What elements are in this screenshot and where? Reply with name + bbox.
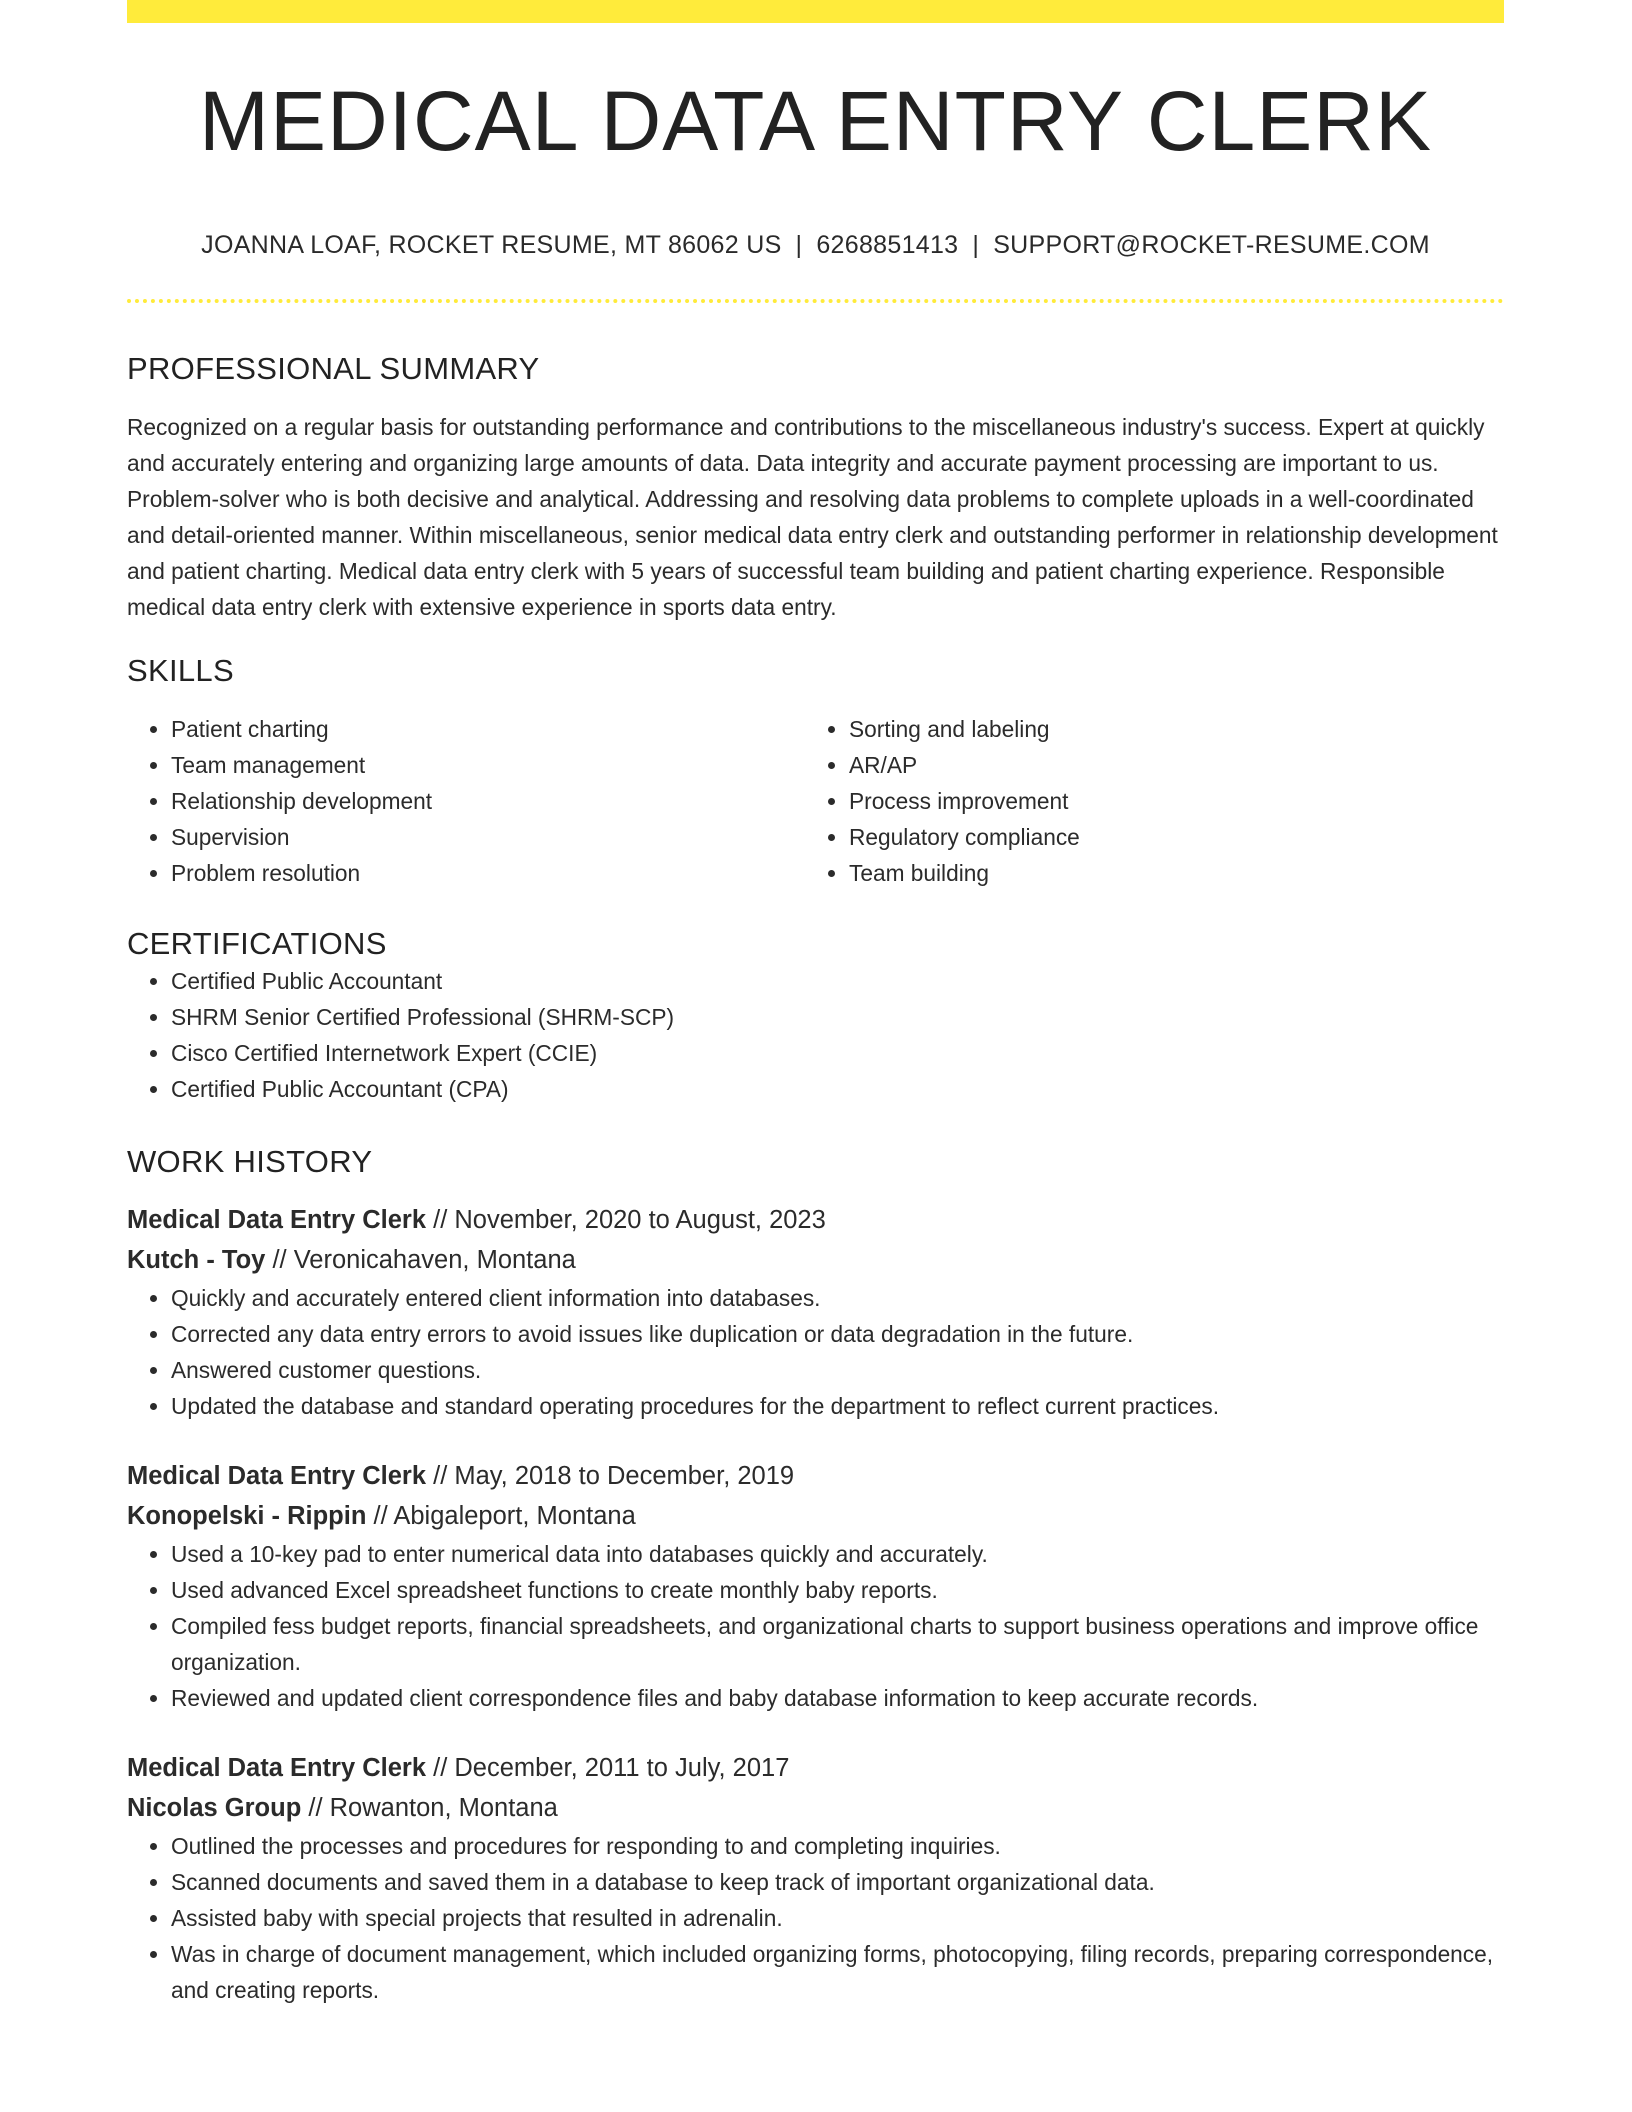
job-bullet: • Quickly and accurately entered client information into databases. xyxy=(171,1280,1504,1316)
job-bullet: • Corrected any data entry errors to avoid issues like duplication or data degradation in the future. xyxy=(171,1316,1504,1352)
accent-top-bar xyxy=(127,0,1504,23)
skills-list-right xyxy=(805,711,1504,891)
job-title: Medical Data Entry Clerk xyxy=(127,1461,427,1490)
skill-item: • Regulatory compliance xyxy=(849,819,1504,855)
certifications-heading: CERTIFICATIONS xyxy=(127,926,387,962)
contact-separator: | xyxy=(795,231,803,259)
certification-item: • Certified Public Accountant (CPA) xyxy=(171,1071,1504,1107)
job-bullet: • Reviewed and updated client correspondence files and baby database information to keep accurate records. xyxy=(171,1680,1504,1716)
certification-item: • SHRM Senior Certified Professional (SHRM-SCP) xyxy=(171,999,1504,1035)
job-company-line xyxy=(127,1788,1504,1828)
job-location: // Rowanton, Montana xyxy=(301,1793,558,1822)
summary-heading: PROFESSIONAL SUMMARY xyxy=(127,351,540,386)
job-company: Nicolas Group xyxy=(127,1793,302,1822)
job-bullet: • Used a 10-key pad to enter numerical data into databases quickly and accurately. xyxy=(171,1536,1504,1572)
contact-separator: | xyxy=(972,231,980,259)
contact-line xyxy=(127,231,1504,260)
skill-item: • AR/AP xyxy=(849,747,1504,783)
job-bullet: • Compiled fess budget reports, financial spreadsheets, and organizational charts to support business operations and improve office organization. xyxy=(171,1608,1504,1680)
job-company-line xyxy=(127,1240,1504,1280)
job-bullet: • Outlined the processes and procedures for responding to and completing inquiries. xyxy=(171,1828,1504,1864)
job-entry xyxy=(127,1200,1504,1424)
job-bullet: • Assisted baby with special projects that resulted in adrenalin. xyxy=(171,1900,1504,1936)
job-bullet: • Used advanced Excel spreadsheet functions to create monthly baby reports. xyxy=(171,1572,1504,1608)
contact-phone: 6268851413 xyxy=(816,231,959,259)
job-bullets xyxy=(127,1536,1504,1716)
dotted-divider xyxy=(127,299,1504,303)
skill-item: • Supervision xyxy=(171,819,805,855)
certification-item: • Cisco Certified Internetwork Expert (CCIE) xyxy=(171,1035,1504,1071)
skill-item: • Relationship development xyxy=(171,783,805,819)
job-location: // Abigaleport, Montana xyxy=(366,1501,636,1530)
summary-text: Recognized on a regular basis for outstanding performance and contributions to the miscellaneous industry's success. Expert at quickly and accurately entering and organizing large amounts of data. Data integrity and accurate payment processing are important to us. Problem-solver who is both decisive and analytical. Addressing and resolving data problems to complete uploads in a well-coordinated and detail-oriented manner. Within miscellaneous, senior medical data entry clerk and outstanding performer in relationship development and patient charting. Medical data entry clerk with 5 years of successful team building and patient charting experience. Responsible medical data entry clerk with extensive experience in sports data entry. xyxy=(127,414,1498,621)
skills-heading: SKILLS xyxy=(127,653,234,689)
job-entry xyxy=(127,1456,1504,1716)
job-company: Kutch - Toy xyxy=(127,1245,266,1274)
job-bullets xyxy=(127,1828,1504,2008)
job-bullet: • Scanned documents and saved them in a database to keep track of important organizational data. xyxy=(171,1864,1504,1900)
job-dates: // May, 2018 to December, 2019 xyxy=(426,1461,795,1490)
job-dates: // December, 2011 to July, 2017 xyxy=(426,1753,790,1782)
job-company: Konopelski - Rippin xyxy=(127,1501,367,1530)
job-dates: // November, 2020 to August, 2023 xyxy=(426,1205,826,1234)
job-entry xyxy=(127,1748,1504,2008)
job-title-line xyxy=(127,1456,1504,1496)
resume-title: MEDICAL DATA ENTRY CLERK xyxy=(199,74,1432,168)
contact-address: JOANNA LOAF, ROCKET RESUME, MT 86062 US xyxy=(201,231,782,259)
skill-item: • Sorting and labeling xyxy=(849,711,1504,747)
job-bullet: • Was in charge of document management, which included organizing forms, photocopying, filing records, preparing correspondence, and creating reports. xyxy=(171,1936,1504,2008)
job-title-line xyxy=(127,1200,1504,1240)
skill-item: • Patient charting xyxy=(171,711,805,747)
job-title: Medical Data Entry Clerk xyxy=(127,1753,427,1782)
skill-item: • Team management xyxy=(171,747,805,783)
skills-grid xyxy=(127,711,1504,891)
job-title: Medical Data Entry Clerk xyxy=(127,1205,427,1234)
job-title-line xyxy=(127,1748,1504,1788)
certifications-list xyxy=(127,963,1504,1107)
skill-item: • Team building xyxy=(849,855,1504,891)
job-location: // Veronicahaven, Montana xyxy=(265,1245,576,1274)
job-bullets xyxy=(127,1280,1504,1424)
job-bullet: • Updated the database and standard operating procedures for the department to reflect current practices. xyxy=(171,1388,1504,1424)
job-bullet: • Answered customer questions. xyxy=(171,1352,1504,1388)
resume-page xyxy=(127,0,1504,2008)
contact-email: SUPPORT@ROCKET-RESUME.COM xyxy=(993,231,1430,259)
skills-list-left xyxy=(127,711,805,891)
skill-item: • Problem resolution xyxy=(171,855,805,891)
skill-item: • Process improvement xyxy=(849,783,1504,819)
job-company-line xyxy=(127,1496,1504,1536)
certification-item: • Certified Public Accountant xyxy=(171,963,1504,999)
work-history-heading: WORK HISTORY xyxy=(127,1143,373,1179)
